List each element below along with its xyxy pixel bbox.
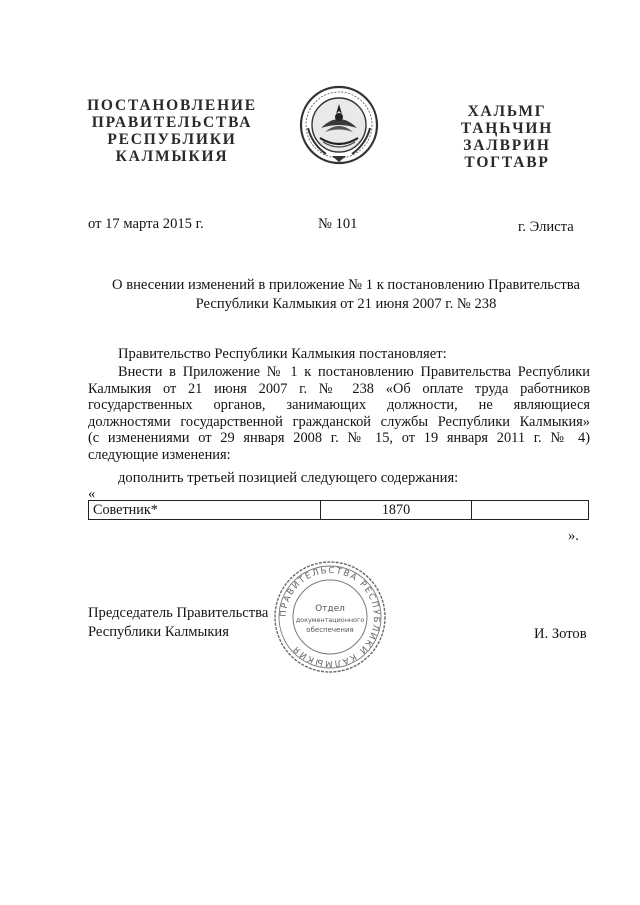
body-line: следующие изменения: bbox=[88, 446, 231, 463]
stamp-center-line: Отдел bbox=[315, 604, 345, 614]
decree-date: от 17 марта 2015 г. bbox=[88, 216, 204, 232]
decree-title bbox=[96, 276, 596, 314]
table-cell-position: Советник* bbox=[89, 501, 321, 520]
header-left-line: КАЛМЫКИЯ bbox=[115, 148, 229, 165]
body-line: Калмыкия от 21 июня 2007 г. № 238 «Об оплате труда работников bbox=[88, 380, 590, 397]
body-amendment-text: дополнить третьей позицией следующего содержания: bbox=[118, 470, 459, 486]
header-left-line: РЕСПУБЛИКИ bbox=[107, 131, 237, 148]
decree-number: № 101 bbox=[318, 216, 358, 232]
header-right-line: ХАЛЬМГ bbox=[467, 103, 547, 120]
signature-name: И. Зотов bbox=[534, 626, 587, 642]
stamp-ring-text: ПРАВИТЕЛЬСТВА РЕСПУБЛИКИ КАЛМЫКИЯ bbox=[278, 565, 382, 669]
position-table bbox=[88, 500, 589, 520]
header-left-line: ПОСТАНОВЛЕНИЕ bbox=[87, 97, 257, 114]
stamp-center-line: обеспечения bbox=[306, 626, 354, 634]
header-right-line: ТОГТАВР bbox=[464, 154, 550, 171]
body-line: должностями государственной гражданской службы Республики Калмыкия» bbox=[88, 413, 590, 430]
decree-title-line: Республики Калмыкия от 21 июня 2007 г. № 238 bbox=[195, 296, 497, 312]
table-cell-salary: 1870 bbox=[321, 501, 472, 520]
body-paragraph bbox=[88, 364, 590, 463]
decree-title-line: О внесении изменений в приложение № 1 к постановлению Правительства bbox=[112, 277, 580, 293]
body-line: (с изменениями от 29 января 2008 г. № 15, от 19 января 2011 г. № 4) bbox=[88, 430, 590, 446]
stamp-center-line: документационного bbox=[295, 616, 365, 624]
kalmykia-coat-of-arms-icon bbox=[298, 84, 380, 166]
body-line: государственных органов, занимающих должности, не являющиеся bbox=[88, 397, 590, 413]
header-left-title bbox=[82, 97, 262, 165]
header-left-line: ПРАВИТЕЛЬСТВА bbox=[91, 114, 253, 131]
decree-city: г. Элиста bbox=[518, 219, 574, 235]
close-quote: ». bbox=[568, 528, 579, 544]
body-line: Внести в Приложение № 1 к постановлению Правительства Республики bbox=[118, 364, 590, 380]
official-stamp bbox=[272, 559, 388, 675]
signature-position-line1: Председатель Правительства bbox=[88, 605, 269, 621]
header-right-title bbox=[448, 103, 566, 171]
signature-position-line2: Республики Калмыкия bbox=[88, 624, 229, 640]
open-quote: « bbox=[88, 486, 96, 502]
body-intro: Правительство Республики Калмыкия постановляет: bbox=[118, 346, 447, 362]
header-right-line: ТАҢҺЧИН bbox=[460, 120, 554, 137]
header-right-line: ЗАЛВРИН bbox=[463, 137, 551, 154]
table-cell-empty bbox=[472, 501, 589, 520]
table-row bbox=[89, 501, 589, 520]
